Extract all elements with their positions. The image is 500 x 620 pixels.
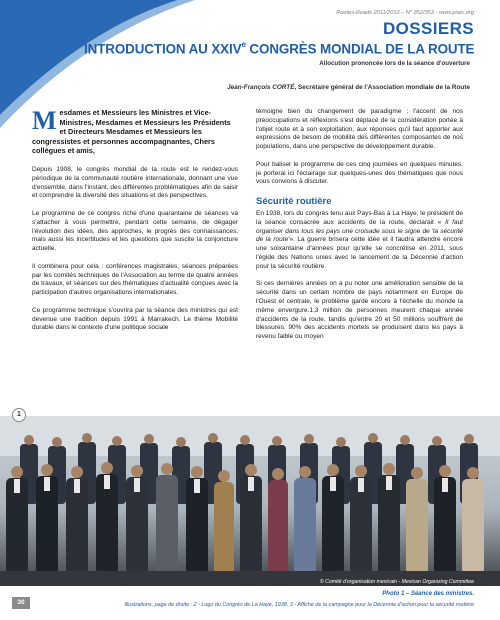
salutation-text: esdames et Messieurs les Ministres et Vice-Ministres, Mesdames et Messieurs les Présidents et Directeurs Mesdames et Messieurs les congressistes et personnes accompagnantes, Chers collègues et amis, [32,108,231,156]
article-title [84,41,484,56]
author-role: , Secrétaire général de l'Association mondiale de la Route [294,84,470,91]
left-column [32,108,238,342]
paragraph: témoigne bien du changement de paradigme ; l'accent de nos préoccupations et réflexions s'est déplacé de la considération portée à l'objet route et à son exploitation, aux réponses qu'il faut apporter aux expressions de besoin de mobilité des différentes composantes de nos populations, dans une perspective de développement durable. [256,108,463,151]
drop-cap: M [32,106,57,135]
paragraph: Ce programme technique s'ouvrira par la séance des ministres qui est devenue une tradition depuis 1991 à Marrakech. Le thème Mobilité durable dans le contexte d'une politique sociale [32,306,238,332]
title-main: INTRODUCTION AU XXIV [84,41,242,57]
quote: Il faut organiser dans tous les pays une croisade sous le signe de 'la sécurité de la route' [256,218,463,244]
paragraph: Il combinera pour cela : conférences magistrales, séances préparées par les comités techniques de l'Association au terme de quatre années de travaux, et séances sur des thématiques d'actualité conçues avec la participation d'autres organisations internationales. [32,262,238,297]
paragraph: Pour baliser le programme de ces cinq journées en quelques minutes, je porterai ici l'éclairage sur quelques-unes des thématiques que nous vous convions à discuter. [256,160,463,186]
paragraph-part: ». La guerre brisera cette idée et il faudra attendre encore une soixantaine d'années pour qu'elle se concrétise en 2011, sous l'égide des Nations unies avec le lancement de la Décennie d'action pour la sécurité routière. [256,236,463,270]
paragraph: Si ces dernières années on a pu noter une amélioration sensible de la sécurité dans un certain nombre de pays notamment en Europe de l'Ouest et centrale, le problème garde encore à l'échelle du monde la même envergure.1,3 million de personnes meurent chaque année d'accidents de la route, tandis qu'entre 20 et 50 millions souffrent de blessures. 90% des accidents mortels se produisent dans les pays à revenu faible ou moyen [256,280,463,341]
right-column [256,108,463,351]
group-photo [0,416,500,586]
paragraph: Le programme de ce congrès riche d'une quarantaine de séances va s'attacher à vous permettre, pendant cette semaine, de dégager l'évolution des idées, des approches, le progrès des connaissances, mais aussi les incertitudes et les questions que suscite la conjoncture actuelle. [32,209,238,253]
title-rest: CONGRÈS MONDIAL DE LA ROUTE [245,41,475,57]
illustrations-caption: Illustrations, page de droite : 2 - Logo du Congrès de La Haye, 1938. 3 - Affiche de la campagne pour la Décennie d'action pour la sécurité routière [124,602,474,608]
author-line [227,84,470,91]
author-name: Jean-François CORTÉ [227,84,295,91]
title-superscript: e [241,40,246,49]
page-number: 30 [12,597,30,609]
photo-copyright: © Comité d'organisation mexicain - Mexican Organizing Committee [319,579,474,585]
article-subtitle: Allocution prononcée lors de la séance d'ouverture [319,60,470,67]
photo-caption: Photo 1 – Séance des ministres. [382,591,474,597]
section-heading-road-safety: Sécurité routière [256,195,332,207]
section-label: DOSSIERS [382,19,474,38]
salutation [32,108,238,156]
photo-number-marker: 1 [12,408,26,422]
group-photo-illustration [0,416,500,586]
paragraph: Depuis 1908, le congrès mondial de la route est le rendez-vous périodique de la communauté routière internationale, donnant une vue d'ensemble, dans l'instant, des différentes problématiques afin de saisir et comprendre la diversité des situations et des perspectives. [32,165,238,200]
paragraph [256,210,463,272]
issue-reference: Routes-Roads 2011/2012 – N° 352/353 - www.piarc.org [336,10,474,16]
paragraph-part: En 1938, lors du congrès tenu aux Pays-Bas à La Haye, le président de la séance consacrée aux accidents de la route, déclarait « [256,209,463,226]
